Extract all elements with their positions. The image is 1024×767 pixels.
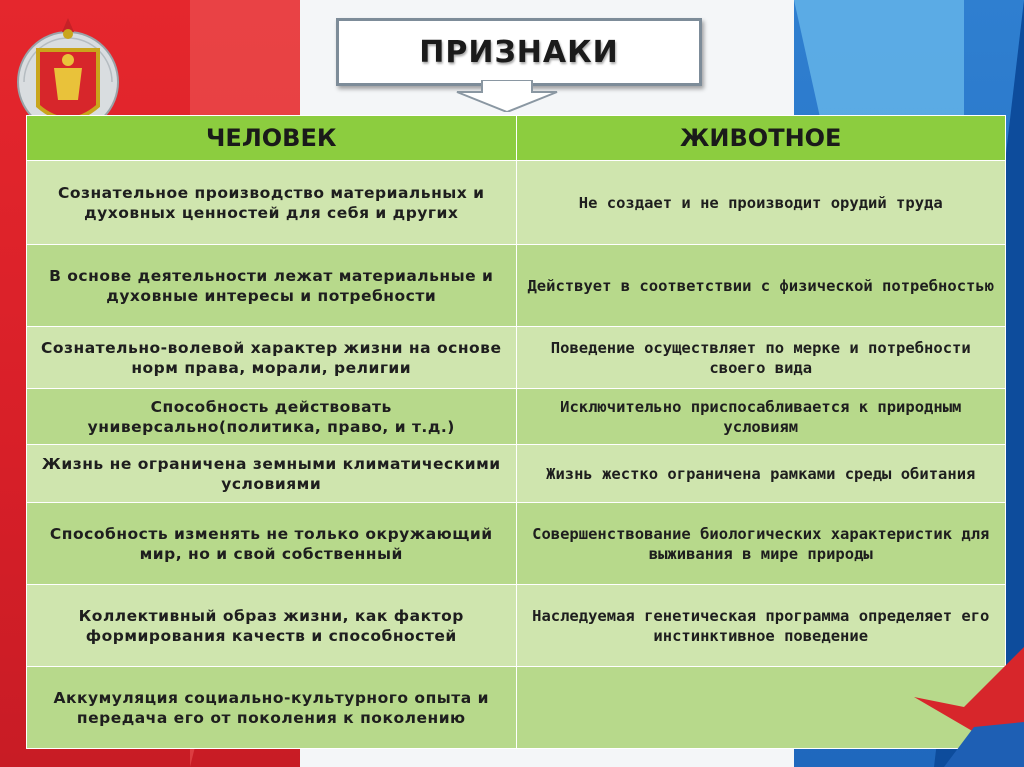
table-row	[27, 389, 1006, 445]
animal-cell: Действует в соответствии с физической потребностью	[516, 245, 1006, 327]
table-row	[27, 245, 1006, 327]
table-row	[27, 327, 1006, 389]
table-row	[27, 445, 1006, 503]
table-row	[27, 503, 1006, 585]
animal-cell: Наследуемая генетическая программа определяет его инстинктивное поведение	[516, 585, 1006, 667]
human-cell: Аккумуляция социально-культурного опыта и передача его от поколения к поколению	[27, 667, 517, 749]
animal-cell: Поведение осуществляет по мерке и потребности своего вида	[516, 327, 1006, 389]
animal-cell: Исключительно приспосабливается к природным условиям	[516, 389, 1006, 445]
comparison-table	[26, 115, 1006, 749]
down-arrow-icon	[452, 80, 562, 112]
animal-cell: Не создает и не производит орудий труда	[516, 161, 1006, 245]
header-animal: ЖИВОТНОЕ	[516, 116, 1006, 161]
star-icon	[914, 627, 1024, 767]
title-box	[336, 18, 702, 86]
animal-cell: Совершенствование биологических характеристик для выживания в мире природы	[516, 503, 1006, 585]
table-row	[27, 585, 1006, 667]
human-cell: Жизнь не ограничена земными климатическими условиями	[27, 445, 517, 503]
human-cell: Способность действовать универсально(политика, право, и т.д.)	[27, 389, 517, 445]
human-cell: Коллективный образ жизни, как фактор формирования качеств и способностей	[27, 585, 517, 667]
table-row	[27, 667, 1006, 749]
animal-cell: Жизнь жестко ограничена рамками среды обитания	[516, 445, 1006, 503]
human-cell: Сознательно-волевой характер жизни на основе норм права, морали, религии	[27, 327, 517, 389]
table-row	[27, 161, 1006, 245]
human-cell: Сознательное производство материальных и духовных ценностей для себя и других	[27, 161, 517, 245]
human-cell: В основе деятельности лежат материальные и духовные интересы и потребности	[27, 245, 517, 327]
header-human: ЧЕЛОВЕК	[27, 116, 517, 161]
human-cell: Способность изменять не только окружающий мир, но и свой собственный	[27, 503, 517, 585]
page-title: ПРИЗНАКИ	[419, 34, 619, 70]
